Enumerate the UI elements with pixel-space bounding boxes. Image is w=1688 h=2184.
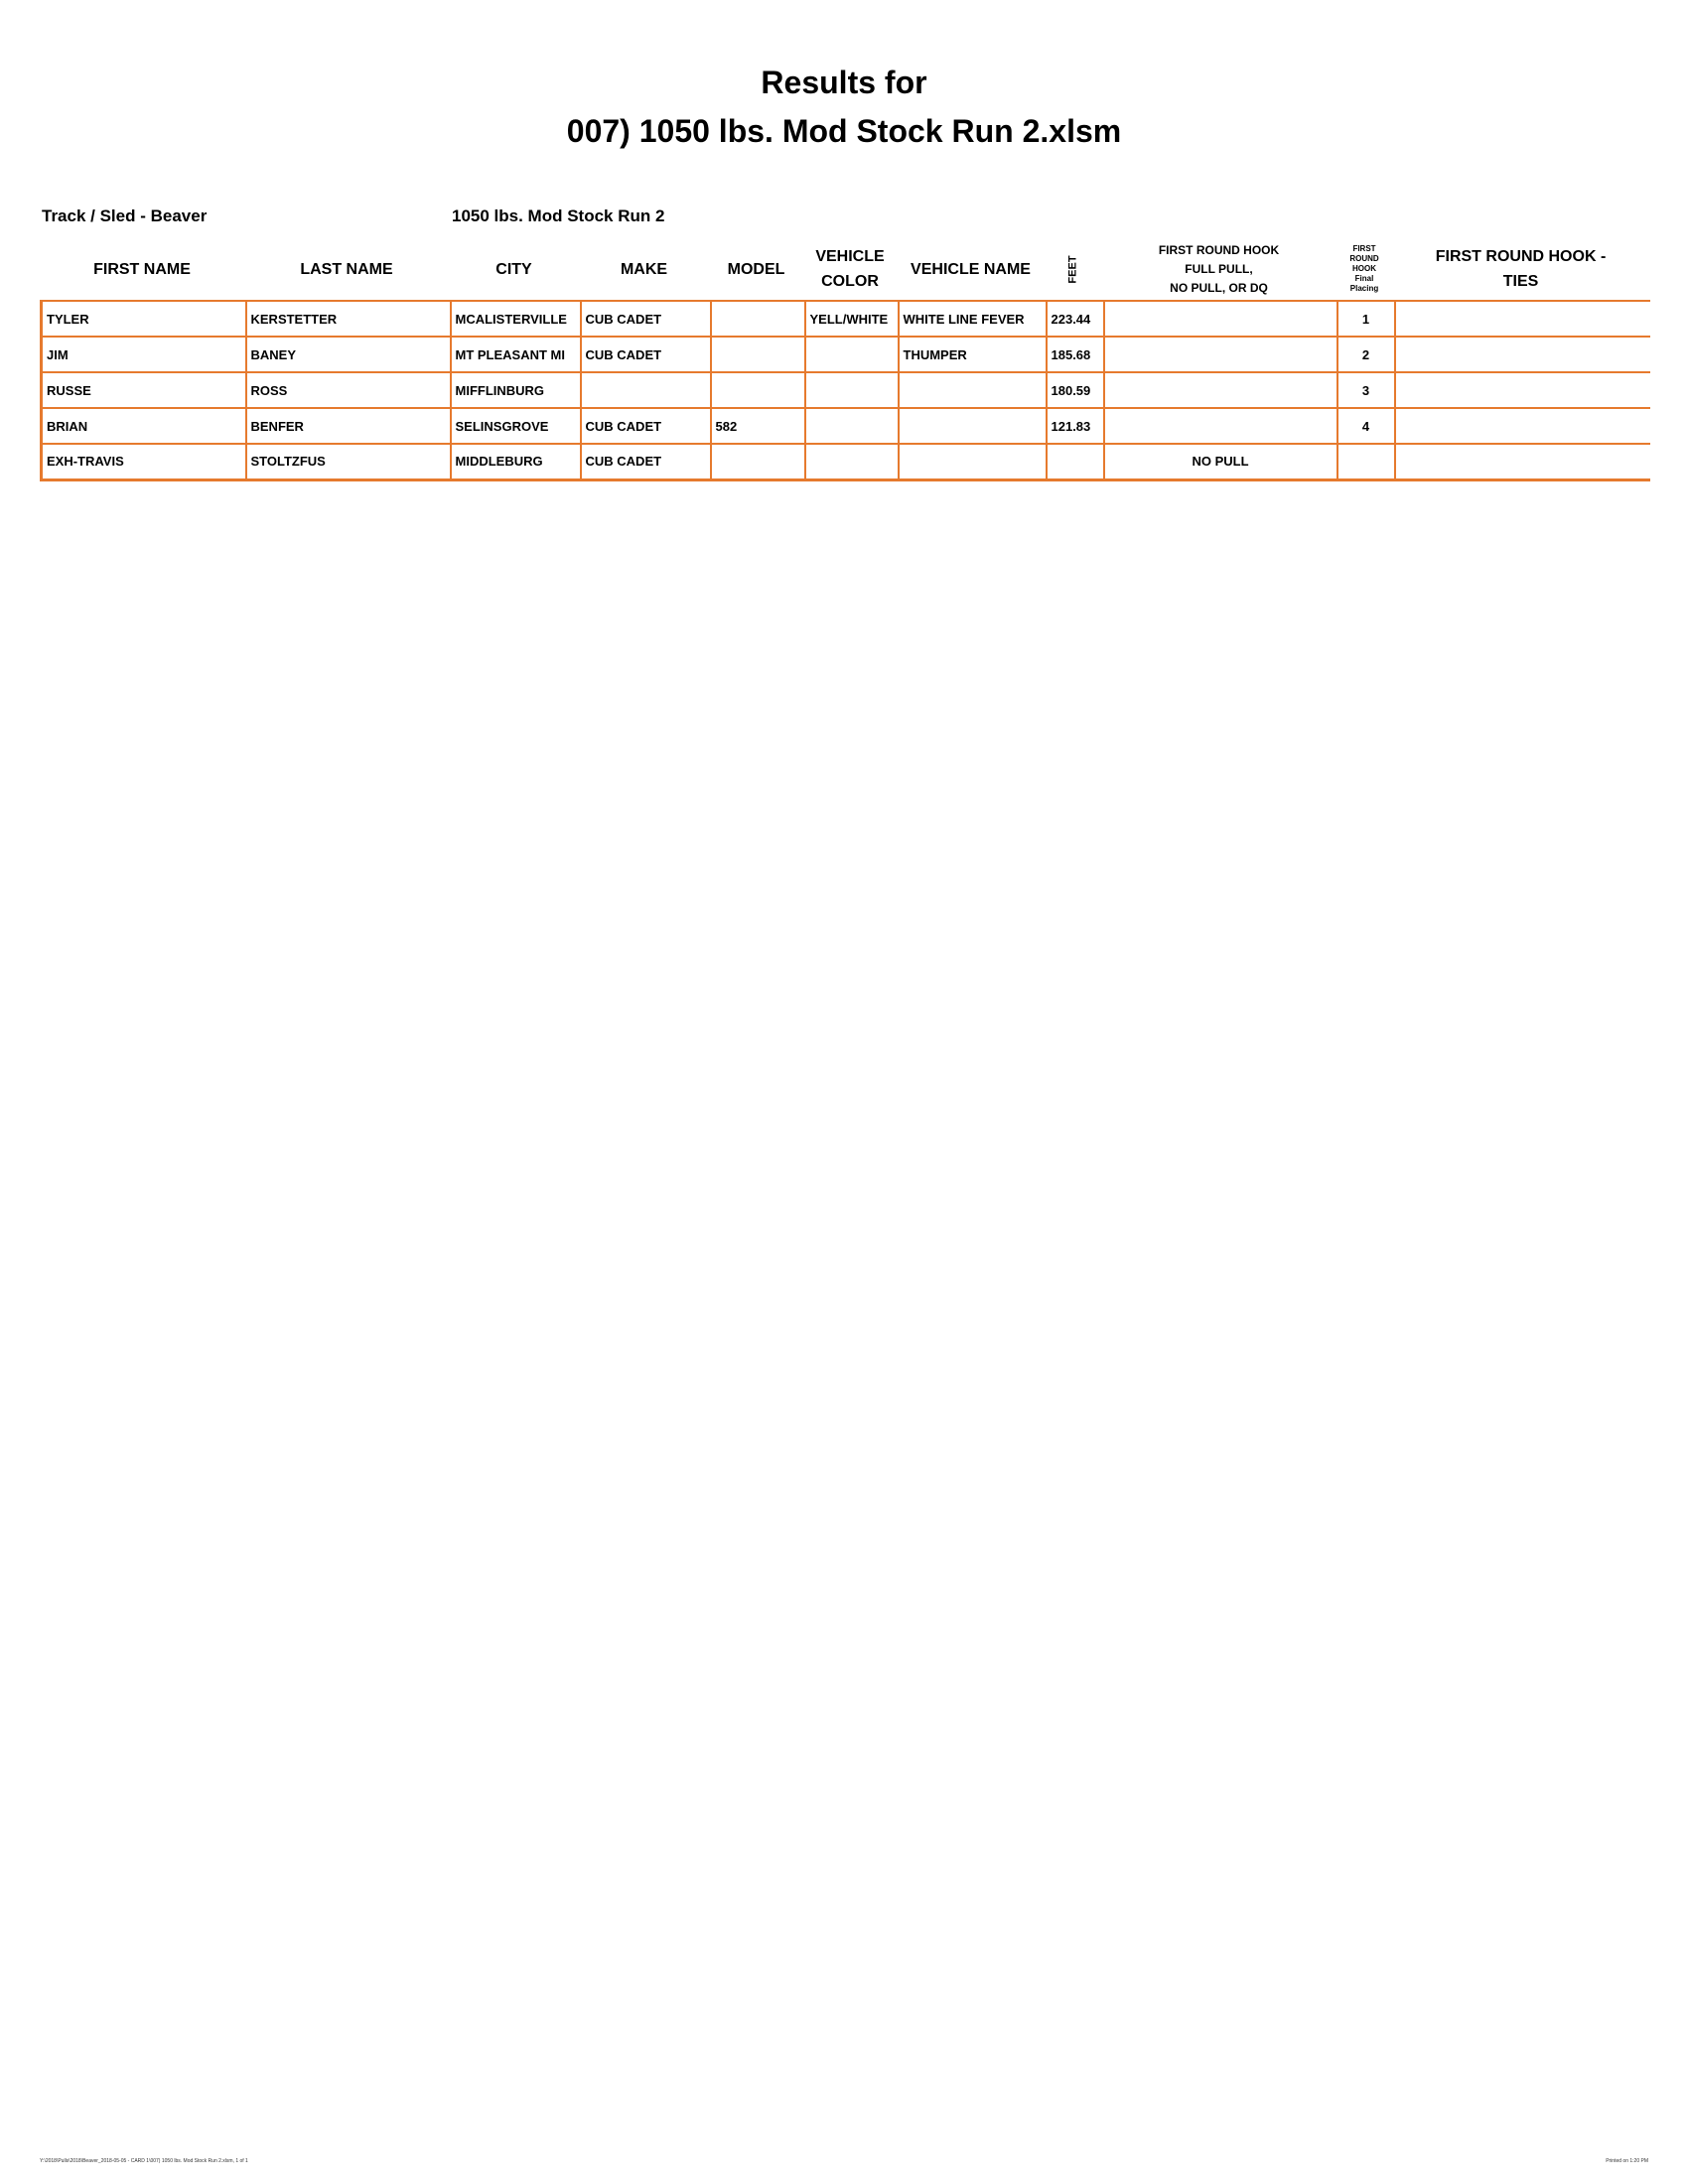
cell-vehicle-name	[899, 408, 1047, 444]
header-ties-line2: TIES	[1502, 273, 1539, 290]
cell-make	[581, 372, 711, 408]
header-model: MODEL	[727, 260, 785, 278]
cell-model: 582	[711, 408, 805, 444]
header-placing-line1: FIRST	[1352, 244, 1376, 253]
track-label: Track / Sled - Beaver	[42, 206, 208, 225]
cell-vehicle-color	[805, 372, 899, 408]
cell-vehicle-color	[805, 444, 899, 479]
cell-last-name: ROSS	[246, 372, 451, 408]
cell-last-name: BANEY	[246, 337, 451, 372]
cell-ties	[1395, 408, 1650, 444]
cell-feet	[1047, 444, 1104, 479]
cell-city: MIDDLEBURG	[451, 444, 581, 479]
cell-vehicle-color	[805, 337, 899, 372]
cell-last-name: BENFER	[246, 408, 451, 444]
cell-vehicle-color: YELL/WHITE	[805, 301, 899, 337]
page-title: Results for	[761, 65, 927, 100]
cell-make: CUB CADET	[581, 408, 711, 444]
cell-ties	[1395, 372, 1650, 408]
cell-vehicle-name	[899, 444, 1047, 479]
cell-hook-status	[1104, 337, 1337, 372]
footer-file-path: Y:\2018\Pulls\2018\Beaver_2018-05-05 - CARD 1\007) 1050 lbs. Mod Stock Run 2.xlsm, 1 of 1	[40, 2158, 248, 2164]
cell-hook-status	[1104, 301, 1337, 337]
table-row	[42, 301, 1650, 337]
cell-vehicle-name: WHITE LINE FEVER	[899, 301, 1047, 337]
cell-model	[711, 337, 805, 372]
cell-vehicle-color	[805, 408, 899, 444]
results-table	[40, 300, 1650, 481]
table-row	[42, 408, 1650, 444]
cell-city: SELINSGROVE	[451, 408, 581, 444]
cell-make: CUB CADET	[581, 301, 711, 337]
header-placing-line3: HOOK	[1352, 264, 1376, 273]
cell-model	[711, 301, 805, 337]
cell-placing: 3	[1337, 372, 1395, 408]
footer-print-time: Printed on 1:20 PM	[1606, 2158, 1648, 2164]
cell-city: MIFFLINBURG	[451, 372, 581, 408]
header-feet-label: FEET	[1066, 254, 1079, 284]
cell-first-name: EXH-TRAVIS	[42, 444, 246, 479]
cell-hook-status	[1104, 372, 1337, 408]
cell-first-name: BRIAN	[42, 408, 246, 444]
header-ties-line1: FIRST ROUND HOOK -	[1435, 248, 1607, 265]
cell-placing: 2	[1337, 337, 1395, 372]
cell-first-name: RUSSE	[42, 372, 246, 408]
header-last-name: LAST NAME	[300, 260, 393, 278]
header-placing-line5: Placing	[1349, 284, 1379, 293]
header-placing	[1336, 238, 1393, 300]
header-ties	[1393, 238, 1648, 300]
cell-last-name: KERSTETTER	[246, 301, 451, 337]
cell-model	[711, 444, 805, 479]
header-city: CITY	[495, 260, 532, 278]
cell-model	[711, 372, 805, 408]
header-placing-line2: ROUND	[1349, 254, 1379, 263]
cell-make: CUB CADET	[581, 337, 711, 372]
cell-first-name: JIM	[42, 337, 246, 372]
cell-city: MT PLEASANT MI	[451, 337, 581, 372]
header-vehicle-color	[803, 238, 897, 300]
header-make: MAKE	[620, 260, 668, 278]
cell-feet: 185.68	[1047, 337, 1104, 372]
cell-last-name: STOLTZFUS	[246, 444, 451, 479]
table-row	[42, 444, 1650, 479]
header-first-name: FIRST NAME	[93, 260, 191, 278]
table-row	[42, 337, 1650, 372]
cell-placing: 1	[1337, 301, 1395, 337]
cell-hook-status	[1104, 408, 1337, 444]
cell-vehicle-name	[899, 372, 1047, 408]
cell-feet: 121.83	[1047, 408, 1104, 444]
cell-first-name: TYLER	[42, 301, 246, 337]
header-placing-line4: Final	[1354, 274, 1374, 283]
cell-placing	[1337, 444, 1395, 479]
table-row	[42, 372, 1650, 408]
cell-ties	[1395, 337, 1650, 372]
header-hook-status	[1102, 238, 1336, 300]
cell-hook-status: NO PULL	[1104, 444, 1337, 479]
class-label: 1050 lbs. Mod Stock Run 2	[452, 206, 665, 225]
cell-city: MCALISTERVILLE	[451, 301, 581, 337]
page-subtitle: 007) 1050 lbs. Mod Stock Run 2.xlsm	[566, 113, 1122, 149]
header-vehicle-color-line2: COLOR	[821, 273, 879, 290]
header-feet	[1045, 238, 1102, 300]
cell-ties	[1395, 301, 1650, 337]
header-hook-status-line3: NO PULL, OR DQ	[1170, 280, 1268, 295]
header-hook-status-line2: FULL PULL,	[1185, 261, 1253, 276]
cell-feet: 180.59	[1047, 372, 1104, 408]
header-vehicle-color-line1: VEHICLE	[815, 248, 885, 265]
header-hook-status-line1: FIRST ROUND HOOK	[1158, 242, 1280, 257]
cell-make: CUB CADET	[581, 444, 711, 479]
cell-vehicle-name: THUMPER	[899, 337, 1047, 372]
cell-ties	[1395, 444, 1650, 479]
cell-feet: 223.44	[1047, 301, 1104, 337]
cell-placing: 4	[1337, 408, 1395, 444]
header-vehicle-name: VEHICLE NAME	[911, 260, 1031, 278]
